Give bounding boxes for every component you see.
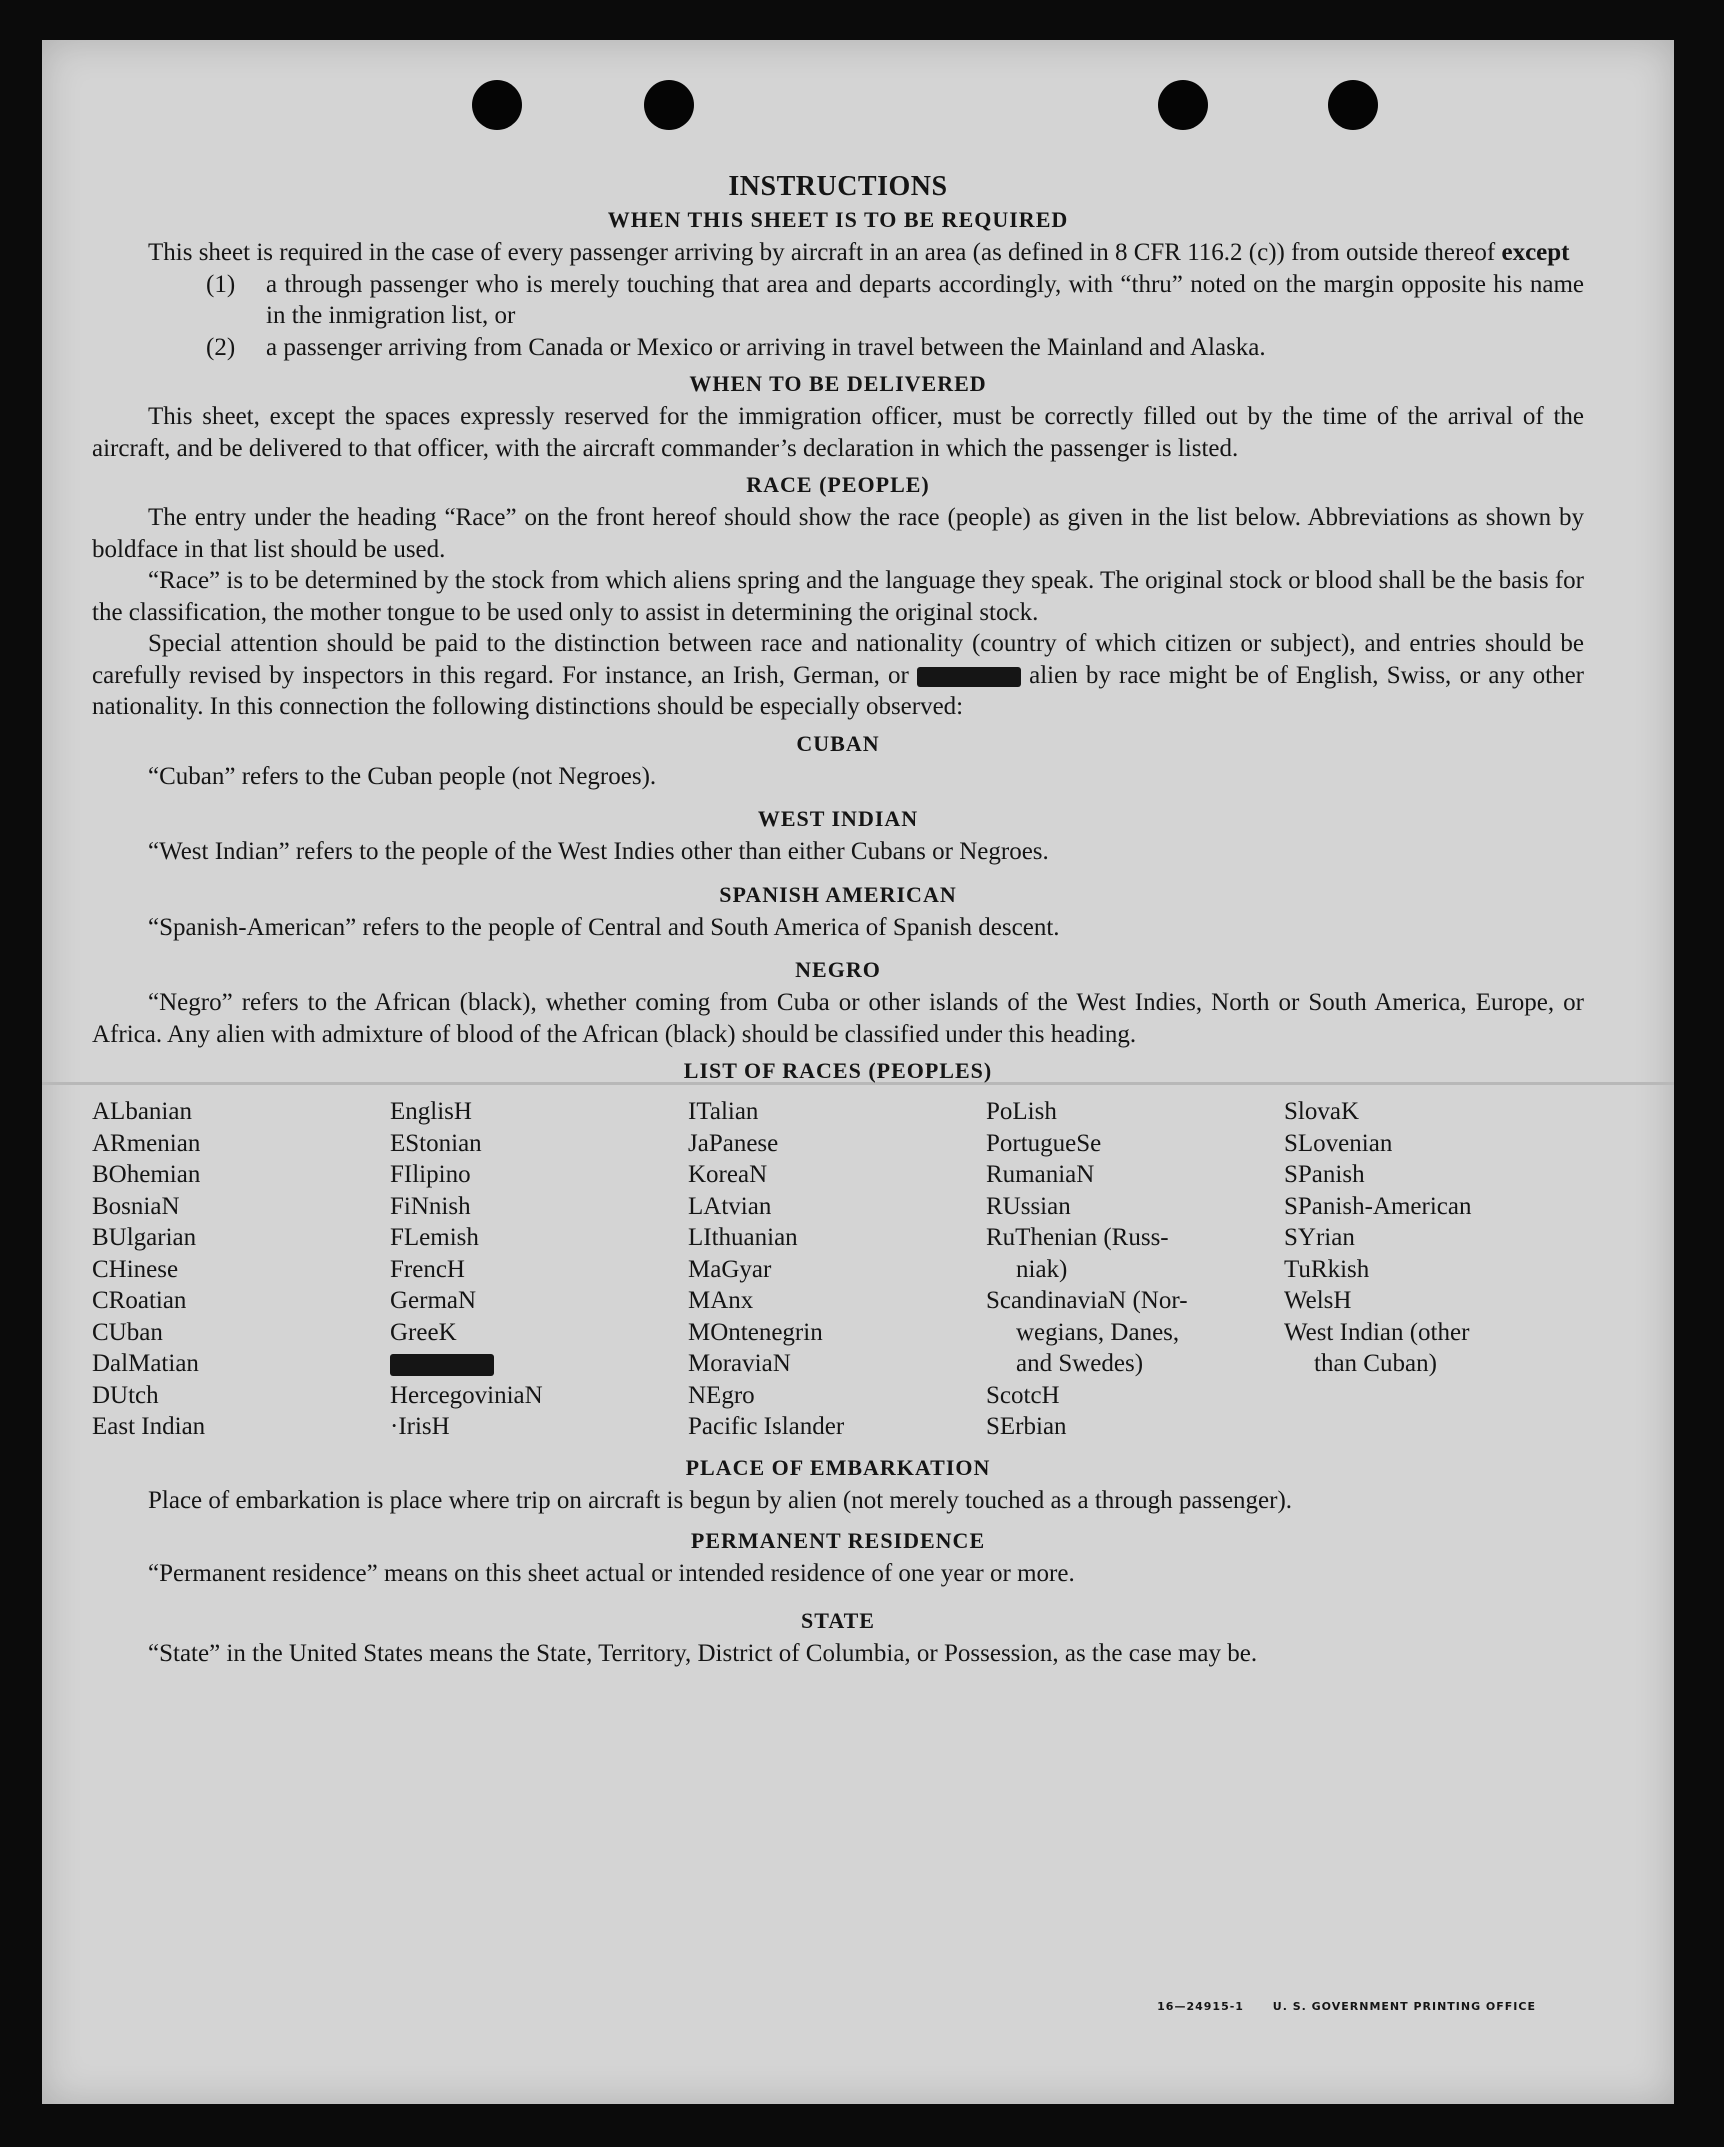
heading-race-list: LIST OF RACES (PEOPLES) xyxy=(683,1058,993,1083)
race-entry: SlovaK xyxy=(1284,1098,1359,1125)
race-paragraph-2: “Race” is to be determined by the stock from which aliens spring and the language they speak. The original stock or blood shall be the basis for the classification, the mother tongue to be used only to assist in determining the original stock. xyxy=(92,567,1584,626)
race-entry: NEgro xyxy=(688,1381,755,1409)
state-text: “State” in the United States means the State, Territory, District of Columbia, or Possession, as the case may be. xyxy=(148,1639,1258,1667)
race-entry: DalMatian xyxy=(92,1350,199,1377)
race-entry: ARmenian xyxy=(92,1129,201,1157)
race-entry: West Indian (other xyxy=(1284,1318,1470,1346)
west-indian-text: “West Indian” refers to the people of the West Indies other than either Cubans or Negroes. xyxy=(148,838,1049,865)
required-intro xyxy=(92,237,1584,269)
race-entry: SPanish xyxy=(1284,1161,1365,1188)
race-entry: CHinese xyxy=(92,1255,179,1283)
residence-text: “Permanent residence” means on this sheet actual or intended residence of one year or more. xyxy=(148,1560,1075,1587)
race-entry: MOntenegrin xyxy=(688,1318,823,1346)
race-entry: CUban xyxy=(92,1318,163,1346)
race-entry: TuRkish xyxy=(1284,1255,1370,1283)
heading-spanish-american: SPANISH AMERICAN xyxy=(719,881,957,907)
item-text: a passenger arriving from Canada or Mexico or arriving in travel between the Mainland and Alaska. xyxy=(266,333,1266,361)
race-entry: SErbian xyxy=(986,1413,1067,1440)
race-entry: GreeK xyxy=(390,1318,457,1346)
race-entry: FiNnish xyxy=(390,1192,471,1220)
race-entry: ScotcH xyxy=(986,1381,1060,1409)
printer-imprint: U. S. GOVERNMENT PRINTING OFFICE xyxy=(1272,2000,1536,2013)
punch-hole xyxy=(1158,80,1208,130)
race-entry: GermaN xyxy=(390,1287,477,1314)
required-item-1 xyxy=(206,269,1584,332)
race-entry-continued: wegians, Danes, xyxy=(1016,1318,1180,1346)
race-entry: EStonian xyxy=(390,1129,482,1157)
race-entry: SLovenian xyxy=(1284,1129,1393,1157)
redaction-mark xyxy=(390,1354,494,1376)
embarkation-text: Place of embarkation is place where trip on aircraft is begun by alien (not merely touched as a through passenger). xyxy=(148,1486,1293,1514)
race-entry: East Indian xyxy=(92,1413,206,1440)
required-intro-except: except xyxy=(1501,239,1570,266)
race-entry: SYrian xyxy=(1284,1224,1355,1251)
race-entry: LAtvian xyxy=(688,1192,772,1220)
item-text: a through passenger who is merely touching that area and departs accordingly, with “thru” noted on the margin opposite his name in the inmigration list, or xyxy=(266,270,1584,329)
race-entry-continued: niak) xyxy=(1016,1255,1068,1283)
race-entry: ·IrisH xyxy=(390,1413,450,1440)
race-entry-redacted xyxy=(390,1348,688,1380)
race-entry: WelsH xyxy=(1284,1287,1352,1314)
race-entry: DUtch xyxy=(92,1381,159,1409)
race-column-3 xyxy=(688,1096,986,1443)
race-paragraph-3 xyxy=(92,628,1584,723)
race-entry: FLemish xyxy=(390,1224,479,1251)
race-entry: MAnx xyxy=(688,1287,754,1314)
punch-hole xyxy=(1328,80,1378,130)
spanish-american-text: “Spanish-American” refers to the people of Central and South America of Spanish descent. xyxy=(148,913,1060,941)
required-intro-text: This sheet is required in the case of every passenger arriving by aircraft in an area (as defined in 8 CFR 116.2 (c)) from outside thereof xyxy=(148,239,1502,266)
race-entry-continued: and Swedes) xyxy=(1016,1350,1144,1377)
required-item-2 xyxy=(206,332,1584,364)
race-entry: RUssian xyxy=(986,1192,1071,1220)
heading-embarkation: PLACE OF EMBARKATION xyxy=(685,1454,991,1480)
race-paragraph-3-text-b: alien by race might be of English, Swiss, or any other nationality. In this connection the following distinctions should be especially observed: xyxy=(92,661,1585,720)
race-entry: JaPanese xyxy=(688,1129,779,1157)
race-entry: ITalian xyxy=(688,1098,759,1125)
race-entry: BUlgarian xyxy=(92,1224,197,1251)
heading-state: STATE xyxy=(801,1607,875,1633)
race-entry: MaGyar xyxy=(688,1255,772,1283)
race-column-2 xyxy=(390,1096,688,1443)
race-entry: ALbanian xyxy=(92,1098,192,1125)
redaction-mark xyxy=(917,667,1021,687)
race-column-4 xyxy=(986,1096,1284,1443)
negro-text: “Negro” refers to the African (black), whether coming from Cuba or other islands of the West Indies, North or South America, Europe, or Africa. Any alien with admixture of blood of the African (black) should be classified under this heading. xyxy=(92,989,1584,1048)
race-entry: FrencH xyxy=(390,1255,465,1283)
race-column-1 xyxy=(92,1096,390,1443)
race-entry: FIlipino xyxy=(390,1161,471,1188)
heading-residence: PERMANENT RESIDENCE xyxy=(690,1528,986,1553)
race-entry: ScandinaviaN (Nor- xyxy=(986,1287,1188,1314)
race-entry: SPanish-American xyxy=(1284,1192,1472,1220)
race-entry: LIthuanian xyxy=(688,1224,798,1251)
form-number: 16—24915-1 xyxy=(1157,2000,1244,2013)
delivered-text: This sheet, except the spaces expressly reserved for the immigration officer, must be correctly filled out by the time of the arrival of the aircraft, and be delivered to that officer, with the aircraft commander’s declaration in which the passenger is listed. xyxy=(92,403,1584,462)
race-paragraph-3-text-a: Special attention should be paid to the distinction between race and nationality (country of which citizen or subject), and entries should be carefully revised by inspectors in this regard. For instance, an Irish, German, or xyxy=(92,630,1584,689)
heading-west-indian: WEST INDIAN xyxy=(757,806,919,831)
race-entry-continued: than Cuban) xyxy=(1314,1350,1437,1377)
race-entry: BOhemian xyxy=(92,1161,201,1188)
race-entry: BosniaN xyxy=(92,1192,180,1220)
punch-hole xyxy=(472,80,522,130)
race-entry: EnglisH xyxy=(390,1098,472,1125)
page-title: INSTRUCTIONS xyxy=(728,171,948,202)
heading-required: WHEN THIS SHEET IS TO BE REQUIRED xyxy=(607,207,1069,232)
race-entry: MoraviaN xyxy=(688,1350,791,1377)
race-column-5 xyxy=(1284,1096,1582,1443)
instructions-body xyxy=(92,169,1584,1669)
race-entry: PortugueSe xyxy=(986,1129,1102,1157)
heading-cuban: CUBAN xyxy=(796,730,880,756)
heading-delivered: WHEN TO BE DELIVERED xyxy=(689,371,987,396)
item-number: (2) xyxy=(206,333,236,361)
race-entry: CRoatian xyxy=(92,1287,187,1314)
race-entry: HercegoviniaN xyxy=(390,1381,543,1409)
race-entry: PoLish xyxy=(986,1098,1057,1125)
race-entry: RuThenian (Russ- xyxy=(986,1224,1169,1251)
race-entry: KoreaN xyxy=(688,1161,768,1188)
race-list xyxy=(92,1096,1584,1443)
document-sheet xyxy=(42,40,1674,2104)
item-number: (1) xyxy=(206,270,236,298)
race-entry: RumaniaN xyxy=(986,1161,1095,1188)
heading-race: RACE (PEOPLE) xyxy=(746,472,930,497)
cuban-text: “Cuban” refers to the Cuban people (not Negroes). xyxy=(148,762,657,790)
heading-negro: NEGRO xyxy=(795,957,881,982)
race-entry: Pacific Islander xyxy=(688,1413,845,1440)
punch-hole xyxy=(644,80,694,130)
form-footer xyxy=(1133,2000,1536,2013)
race-paragraph-1: The entry under the heading “Race” on the front hereof should show the race (people) as given in the list below. Abbreviations as shown by boldface in that list should be used. xyxy=(92,504,1584,563)
